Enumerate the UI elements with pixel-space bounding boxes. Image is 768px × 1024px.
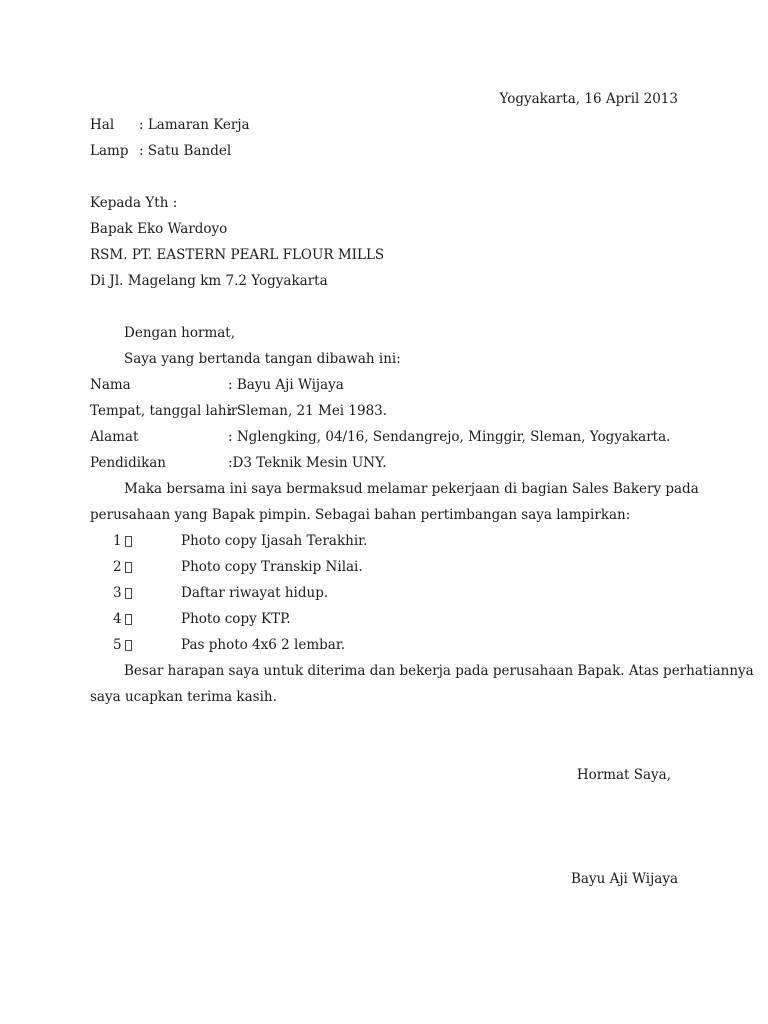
bullet-box-icon: [125, 614, 132, 625]
attachment-count-value: : Satu Bandel: [139, 143, 232, 159]
identity-label: Nama: [90, 377, 131, 393]
bullet-box-icon: [125, 588, 132, 599]
bullet-box-icon: [125, 536, 132, 547]
bullet-box-icon: [125, 562, 132, 573]
list-item: Photo copy Ijasah Terakhir.: [181, 533, 368, 549]
list-item: Daftar riwayat hidup.: [181, 585, 329, 601]
identity-label: Pendidikan: [90, 455, 167, 471]
recipient-name: Bapak Eko Wardoyo: [90, 221, 228, 237]
identity-value: : Sleman, 21 Mei 1983.: [228, 403, 388, 419]
recipient-greeting: Kepada Yth :: [90, 195, 178, 211]
identity-label: Alamat: [90, 429, 139, 445]
regards: Hormat Saya,: [576, 767, 671, 783]
body-line: Maka bersama ini saya bermaksud melamar pekerjaan di bagian Sales Bakery pada: [124, 481, 699, 497]
closing-line: saya ucapkan terima kasih.: [90, 689, 277, 705]
list-item: Pas photo 4x6 2 lembar.: [181, 637, 346, 653]
subject-label: Hal: [90, 117, 115, 133]
subject-value: : Lamaran Kerja: [139, 117, 250, 133]
identity-value: :D3 Teknik Mesin UNY.: [228, 455, 387, 471]
identity-value: : Nglengking, 04/16, Sendangrejo, Minggir, Sleman, Yogyakarta.: [228, 429, 671, 445]
identity-value: : Bayu Aji Wijaya: [228, 377, 344, 393]
list-item-number: 5: [113, 637, 122, 653]
list-item-number: 3: [113, 585, 122, 601]
place-date: Yogyakarta, 16 April 2013: [499, 91, 678, 107]
list-item: Photo copy Transkip Nilai.: [181, 559, 363, 575]
signature-name: Bayu Aji Wijaya: [571, 871, 678, 887]
list-item-number: 4: [113, 611, 122, 627]
bullet-box-icon: [125, 640, 132, 651]
closing-line: Besar harapan saya untuk diterima dan bekerja pada perusahaan Bapak. Atas perhatiannya: [124, 663, 754, 679]
recipient-company: RSM. PT. EASTERN PEARL FLOUR MILLS: [90, 247, 385, 263]
body-line: perusahaan yang Bapak pimpin. Sebagai bahan pertimbangan saya lampirkan:: [90, 507, 631, 523]
intro-line: Saya yang bertanda tangan dibawah ini:: [124, 351, 401, 367]
list-item-number: 1: [113, 533, 122, 549]
salutation: Dengan hormat,: [124, 325, 236, 341]
identity-label: Tempat, tanggal lahir: [90, 403, 238, 419]
recipient-address: Di Jl. Magelang km 7.2 Yogyakarta: [90, 273, 328, 289]
list-item-number: 2: [113, 559, 122, 575]
list-item: Photo copy KTP.: [181, 611, 291, 627]
attachment-count-label: Lamp: [90, 143, 129, 159]
